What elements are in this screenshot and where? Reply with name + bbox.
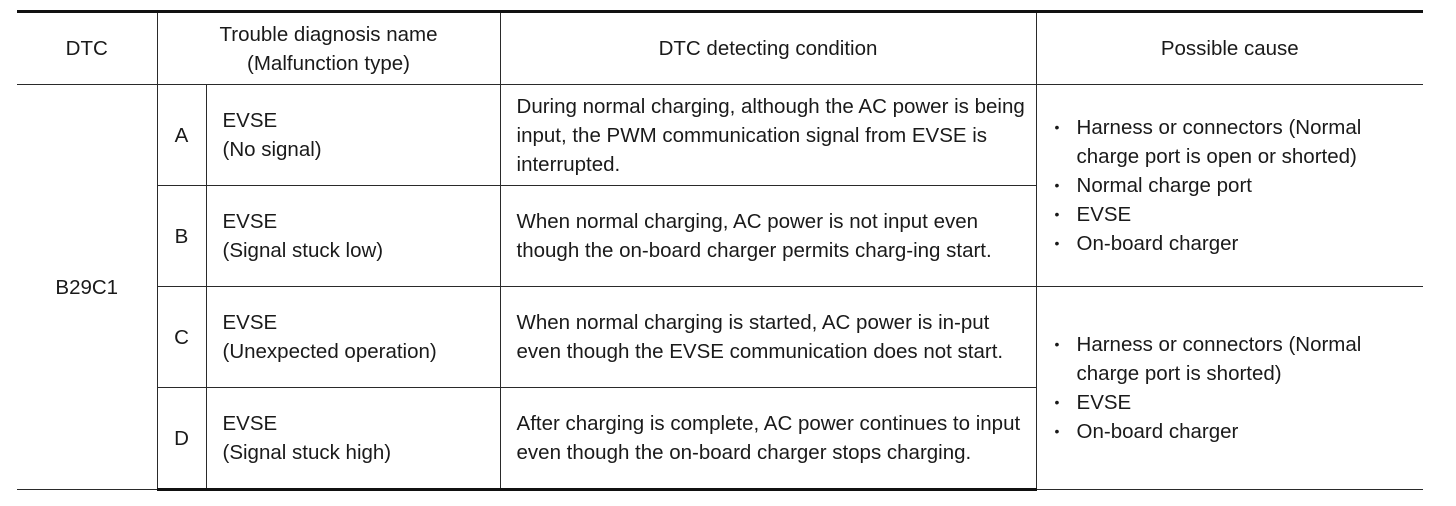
header-dtc: DTC xyxy=(17,12,157,85)
list-item: • Normal charge port xyxy=(1053,171,1424,200)
trouble-name-line1: EVSE xyxy=(222,109,278,132)
trouble-name-line1: EVSE xyxy=(222,210,278,233)
trouble-name-line1: EVSE xyxy=(222,311,278,334)
header-possible-cause: Possible cause xyxy=(1036,12,1423,85)
row-letter: D xyxy=(157,388,206,490)
condition-cell: After charging is complete, AC power continues to input even though the on-board charger stops charging. xyxy=(500,388,1036,490)
header-trouble-diagnosis-name xyxy=(157,12,500,85)
trouble-name-cell xyxy=(206,85,500,186)
dtc-code-cell: B29C1 xyxy=(17,85,157,490)
cause-list-cd xyxy=(1053,330,1424,446)
row-letter: B xyxy=(157,186,206,287)
trouble-name-line2: (Unexpected operation) xyxy=(222,340,437,363)
list-item: • On-board charger xyxy=(1053,229,1424,258)
list-item: • EVSE xyxy=(1053,200,1424,229)
list-item: • Harness or connectors (Normal charge port is shorted) xyxy=(1053,330,1424,388)
dtc-table xyxy=(17,10,1423,491)
table-header-row xyxy=(17,12,1423,85)
trouble-name-line2: (Signal stuck low) xyxy=(222,239,384,262)
header-name-line1: Trouble diagnosis name xyxy=(219,22,438,46)
trouble-name-cell xyxy=(206,287,500,388)
condition-cell: When normal charging, AC power is not input even though the on-board charger permits charg-ing start. xyxy=(500,186,1036,287)
cause-list-ab xyxy=(1053,113,1424,258)
trouble-name-cell xyxy=(206,186,500,287)
condition-cell: During normal charging, although the AC power is being input, the PWM communication signal from EVSE is interrupted. xyxy=(500,85,1036,186)
dtc-table-container xyxy=(17,10,1423,491)
list-item: • Harness or connectors (Normal charge port is open or shorted) xyxy=(1053,113,1424,171)
header-name-line2: (Malfunction type) xyxy=(247,51,410,75)
row-letter: A xyxy=(157,85,206,186)
list-item: • On-board charger xyxy=(1053,417,1424,446)
possible-cause-cell-ab xyxy=(1036,85,1423,287)
trouble-name-line1: EVSE xyxy=(222,412,278,435)
table-row xyxy=(17,85,1423,186)
header-detecting-condition: DTC detecting condition xyxy=(500,12,1036,85)
list-item: • EVSE xyxy=(1053,388,1424,417)
condition-cell: When normal charging is started, AC power is in-put even though the EVSE communication does not start. xyxy=(500,287,1036,388)
trouble-name-cell xyxy=(206,388,500,490)
table-row xyxy=(17,287,1423,388)
possible-cause-cell-cd xyxy=(1036,287,1423,490)
trouble-name-line2: (Signal stuck high) xyxy=(222,441,392,464)
trouble-name-line2: (No signal) xyxy=(222,138,322,161)
row-letter: C xyxy=(157,287,206,388)
